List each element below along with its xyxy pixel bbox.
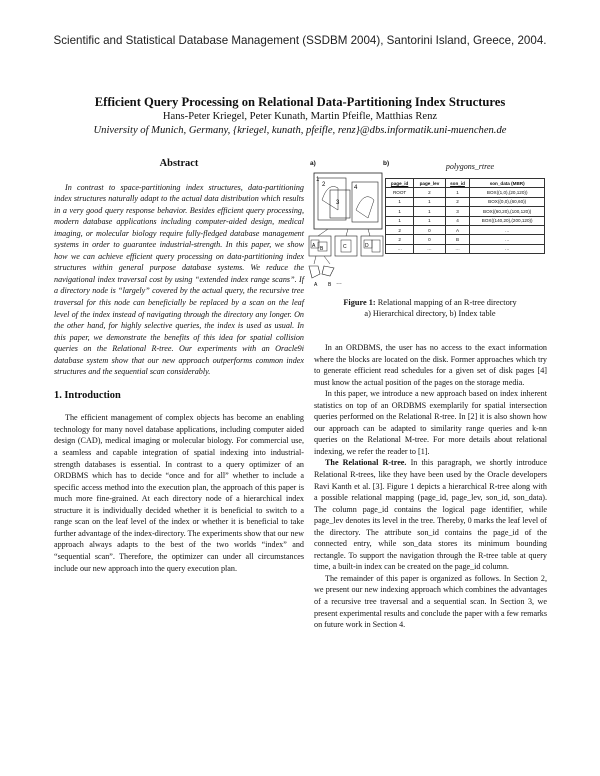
table-title: polygons_rtree [445, 162, 495, 171]
diagram-label: 2 [322, 182, 326, 188]
table-cell: BOX((60,20),(100,120)) [470, 207, 545, 216]
table-cell: 2 [386, 235, 414, 244]
table-cell: … [445, 244, 470, 253]
table-cell: 2 [445, 197, 470, 206]
table-cell: ROOT [386, 188, 414, 197]
relational-rtree-heading: The Relational R-tree. [325, 458, 407, 468]
abstract-text: In contrast to space-partitioning index structures, data-partitioning index structures naturally adapt to the actual data distribution which results in a very good query response behavior. Besides efficient query processing, modern database applications including computer-aided design, medical imaging, or molecular biology require fully-fledged database management systems in order to guarantee industrial-strength. In this paper, we show how we can achieve efficient query processing on data-partitioning index structures within general purpose database systems. We reduce the navigational index traversal cost by using “extended index range scans”. If a directory node is “largely” covered by the actual query, the recursive tree traversal for this node can beneficially be replaced by a scan on the leaf level of the index instead of navigating through the directory any longer. On the other hand, for highly selective queries, the index is used as usual. In this paper, we demonstrate the benefits of this idea for spatial collision queries on the Relational R-tree. Our experiments with an Oracle9i database system show that our new approach outperforms common index structures and the sequential scan considerably. [54, 182, 304, 377]
diagram-label: 1 [316, 177, 320, 183]
table-cell: 3 [445, 207, 470, 216]
index-table [385, 178, 545, 254]
table-cell: BOX((0,0),(60,60)) [470, 197, 545, 206]
table-cell: 4 [445, 216, 470, 225]
caption-line-2: a) Hierarchical directory, b) Index table [364, 309, 496, 318]
table-header: page_lev [414, 179, 445, 188]
figure-label-a: a) [310, 160, 316, 167]
table-row [386, 207, 545, 216]
table-cell: A [445, 225, 470, 234]
table-row [386, 225, 545, 234]
table-cell: … [470, 244, 545, 253]
table-row [386, 216, 545, 225]
introduction-paragraph: The efficient management of complex objects has become an enabling technology for many novel database applications, including computer aided design (CAD), medical imaging or molecular biology. For commercial use, a seamless and capable integration of spatial indexing into industrial-strength databases is essential. In contrast to a query optimizer of an ORDBMS which has to decide “once and for all” whether to include a specific access method into the execution plan, the approach of this paper is much more fine-grained. At each directory node of a hierarchical index structure it is individually decided whether it is beneficial to switch to a range scan on the leaf level of the index or whether it is beneficial to take further advantage of the index-directory. The experiments show that our new approach always adapts to the best of the two worlds “index” and “sequential scan”. Therefore, the optimizer can under all circumstances include our new approach into the query execution plan. [54, 413, 304, 573]
diagram-label: 3 [336, 200, 340, 206]
table-cell: BOX((140,20),(200,120)) [470, 216, 545, 225]
table-cell: 0 [414, 235, 445, 244]
diagram-label: A [314, 282, 318, 288]
abstract-heading: Abstract [159, 158, 199, 169]
table-cell: 1 [386, 216, 414, 225]
table-cell: 1 [414, 207, 445, 216]
right-paragraph-4: The remainder of this paper is organized as follows. In Section 2, we present our new indexing approach which combines the advantages of a recursive tree traversal and a sequential scan. In Section 3, we present experimental results and conclude the paper with a few remarks on future work in Section 4. [314, 573, 547, 630]
diagram-label: A [312, 243, 316, 249]
table-cell: B [445, 235, 470, 244]
table-row [386, 188, 545, 197]
hierarchical-directory-diagram [308, 170, 386, 296]
table-cell: … [470, 235, 545, 244]
table-cell: BOX((1,0),(20,120)) [470, 188, 545, 197]
table-row [386, 235, 545, 244]
table-cell: 2 [414, 188, 445, 197]
table-cell: 1 [445, 188, 470, 197]
table-header: son_data (MBR) [470, 179, 545, 188]
paper-title: Efficient Query Processing on Relational Data-Partitioning Index Structures [94, 95, 506, 109]
table-cell: 1 [414, 216, 445, 225]
table-cell: 1 [414, 197, 445, 206]
table-cell: … [470, 225, 545, 234]
diagram-label: B [320, 246, 324, 252]
authors: Hans-Peter Kriegel, Peter Kunath, Martin Pfeifle, Matthias Renz [162, 111, 438, 122]
svg-text:…: … [336, 280, 342, 286]
table-cell: … [386, 244, 414, 253]
table-row [386, 244, 545, 253]
right-column [314, 336, 547, 631]
diagram-label: C [343, 244, 347, 250]
diagram-label: D [365, 243, 369, 249]
table-cell: 2 [386, 225, 414, 234]
left-column [54, 158, 304, 574]
right-paragraph-2: In this paper, we introduce a new approach based on index inherent statistics on top of an ORDBMS exemplarily for spatial intersection queries performed on the Relational R-tree. In [2] it is also shown how our approach can be adapted to similarity range queries and k-nn queries on the Relational M-tree. For more details about relational indexing, we refer the reader to [1]. [314, 389, 547, 456]
diagram-label: 4 [354, 185, 358, 191]
table-cell: 1 [386, 197, 414, 206]
table-cell: 0 [414, 225, 445, 234]
right-paragraph-3 [314, 457, 547, 572]
table-cell: 1 [386, 207, 414, 216]
figure-label-b: b) [383, 160, 390, 167]
diagram-label: B [328, 282, 332, 288]
figure-caption [310, 297, 550, 319]
table-row [386, 197, 545, 206]
relational-rtree-text: In this paragraph, we shortly introduce Relational R-trees, like they have been used by the Oracle developers Ravi Kanth et al. [3]. Figure 1 depicts a hierarchical R-tree along with a possible relational mapping (page_id, page_lev, son_id, son_data). The column page_id contains the logical page identifier, while page_lev denotes its level in the tree. Thereby, 0 marks the leaf level of the directory. The attribute son_id contains the page_id of the connected entry, while son_data stores its minimum bounding rectangle. To support the navigation through the R-tree table at query time, a built-in index can be created on the page_id column. [314, 458, 547, 572]
caption-label: Figure 1: [343, 298, 376, 307]
table-header: son_id [445, 179, 470, 188]
table-cell: … [414, 244, 445, 253]
right-paragraph-1: In an ORDBMS, the user has no access to the exact information where the blocks are located on the disk. Former approaches which try to generate efficient read schedules for a given set of disk pages [4] must know the actual position of the pages on the storage media. [314, 343, 547, 387]
caption-line-1: Relational mapping of an R-tree directory [375, 298, 517, 307]
introduction-heading: 1. Introduction [54, 389, 121, 401]
table-header: page_id [386, 179, 414, 188]
venue-line: Scientific and Statistical Database Management (SSDBM 2004), Santorini Island, Greece, 2004. [53, 34, 547, 47]
affiliation: University of Munich, Germany, {kriegel, kunath, pfeifle, renz}@dbs.informatik.uni-muenchen.de [93, 125, 507, 136]
